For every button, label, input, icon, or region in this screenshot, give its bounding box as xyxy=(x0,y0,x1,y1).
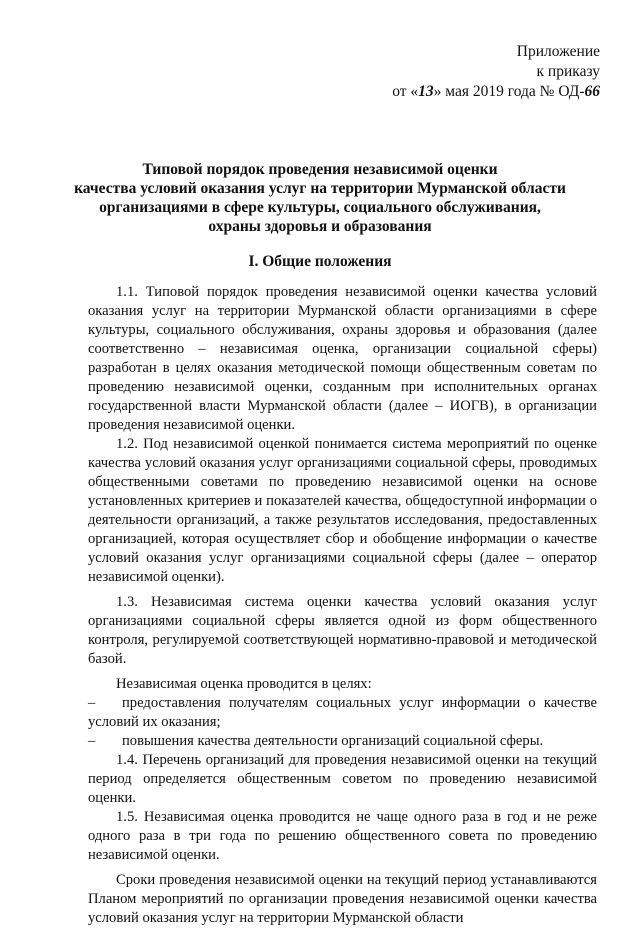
goal-item-1-text: предоставления получателям социальных услуг информации о качестве условий их оказания; xyxy=(88,695,597,730)
goal-item-2 xyxy=(88,732,597,751)
goal-item-1 xyxy=(88,694,597,732)
title-line-2: качества условий оказания услуг на территории Мурманской области xyxy=(74,180,566,197)
appendix-label: Приложение xyxy=(516,43,600,60)
paragraph-1-5: 1.5. Независимая оценка проводится не чаще одного раза в год и не реже одного раза в три года по решению общественного совета по проведению независимой оценки. xyxy=(88,809,597,863)
document-body xyxy=(88,283,597,928)
paragraph-1-3: 1.3. Независимая система оценки качества условий оказания услуг организациями социальной сферы является одной из форм общественного контроля, регулируемой соответствующей нормативно-правовой и методической базой. xyxy=(88,594,597,667)
title-line-1: Типовой порядок проведения независимой оценки xyxy=(142,161,498,178)
dash-bullet: – xyxy=(88,733,96,749)
title-line-3: организациями в сфере культуры, социального обслуживания, xyxy=(99,199,541,216)
title-line-4: охраны здоровья и образования xyxy=(208,218,432,235)
order-date-line xyxy=(300,82,600,102)
goal-item-2-text: повышения качества деятельности организаций социальной сферы. xyxy=(122,733,544,749)
handwritten-day: 13 xyxy=(418,83,434,100)
date-prefix: от « xyxy=(392,83,419,100)
appendix-header xyxy=(300,42,600,102)
dash-bullet: – xyxy=(88,695,96,711)
paragraph-1-1: 1.1. Типовой порядок проведения независимой оценки качества условий оказания услуг на территории Мурманской области организациями в сфере культуры, социального обслуживания, охраны здоровья и образования (далее соответственно – независимая оценка, организации социальной сферы) разработан в целях оказания методической помощи общественным советам по проведению независимой оценки, созданным при исполнительных органах государственной власти Мурманской области (далее – ИОГВ), в организации проведения независимой оценки. xyxy=(88,284,597,433)
order-reference: к приказу xyxy=(536,63,600,80)
paragraph-goals: Независимая оценка проводится в целях: xyxy=(116,676,372,692)
handwritten-order-number: 66 xyxy=(584,83,600,100)
paragraph-1-4: 1.4. Перечень организаций для проведения независимой оценки на текущий период определяется общественным советом по проведению независимой оценки. xyxy=(88,752,597,806)
section-heading: I. Общие положения xyxy=(248,253,392,270)
paragraph-schedule: Сроки проведения независимой оценки на текущий период устанавливаются Планом мероприятий по организации проведения независимой оценки качества условий оказания услуг на территории Мурманской области xyxy=(88,872,597,926)
date-text: » мая 2019 года № ОД- xyxy=(433,83,585,100)
document-title xyxy=(50,160,590,236)
paragraph-1-2: 1.2. Под независимой оценкой понимается система мероприятий по оценке качества условий оказания услуг организациями социальной сферы, проводимых общественными советами по проведению независимой оценки на основе установленных критериев и показателей качества, общедоступной информации о деятельности организаций, а также результатов исследования, предоставленных организацией, которая осуществляет сбор и обобщение информации о качестве условий оказания услуг организациями социальной сферы (далее – оператор независимой оценки). xyxy=(88,436,597,585)
